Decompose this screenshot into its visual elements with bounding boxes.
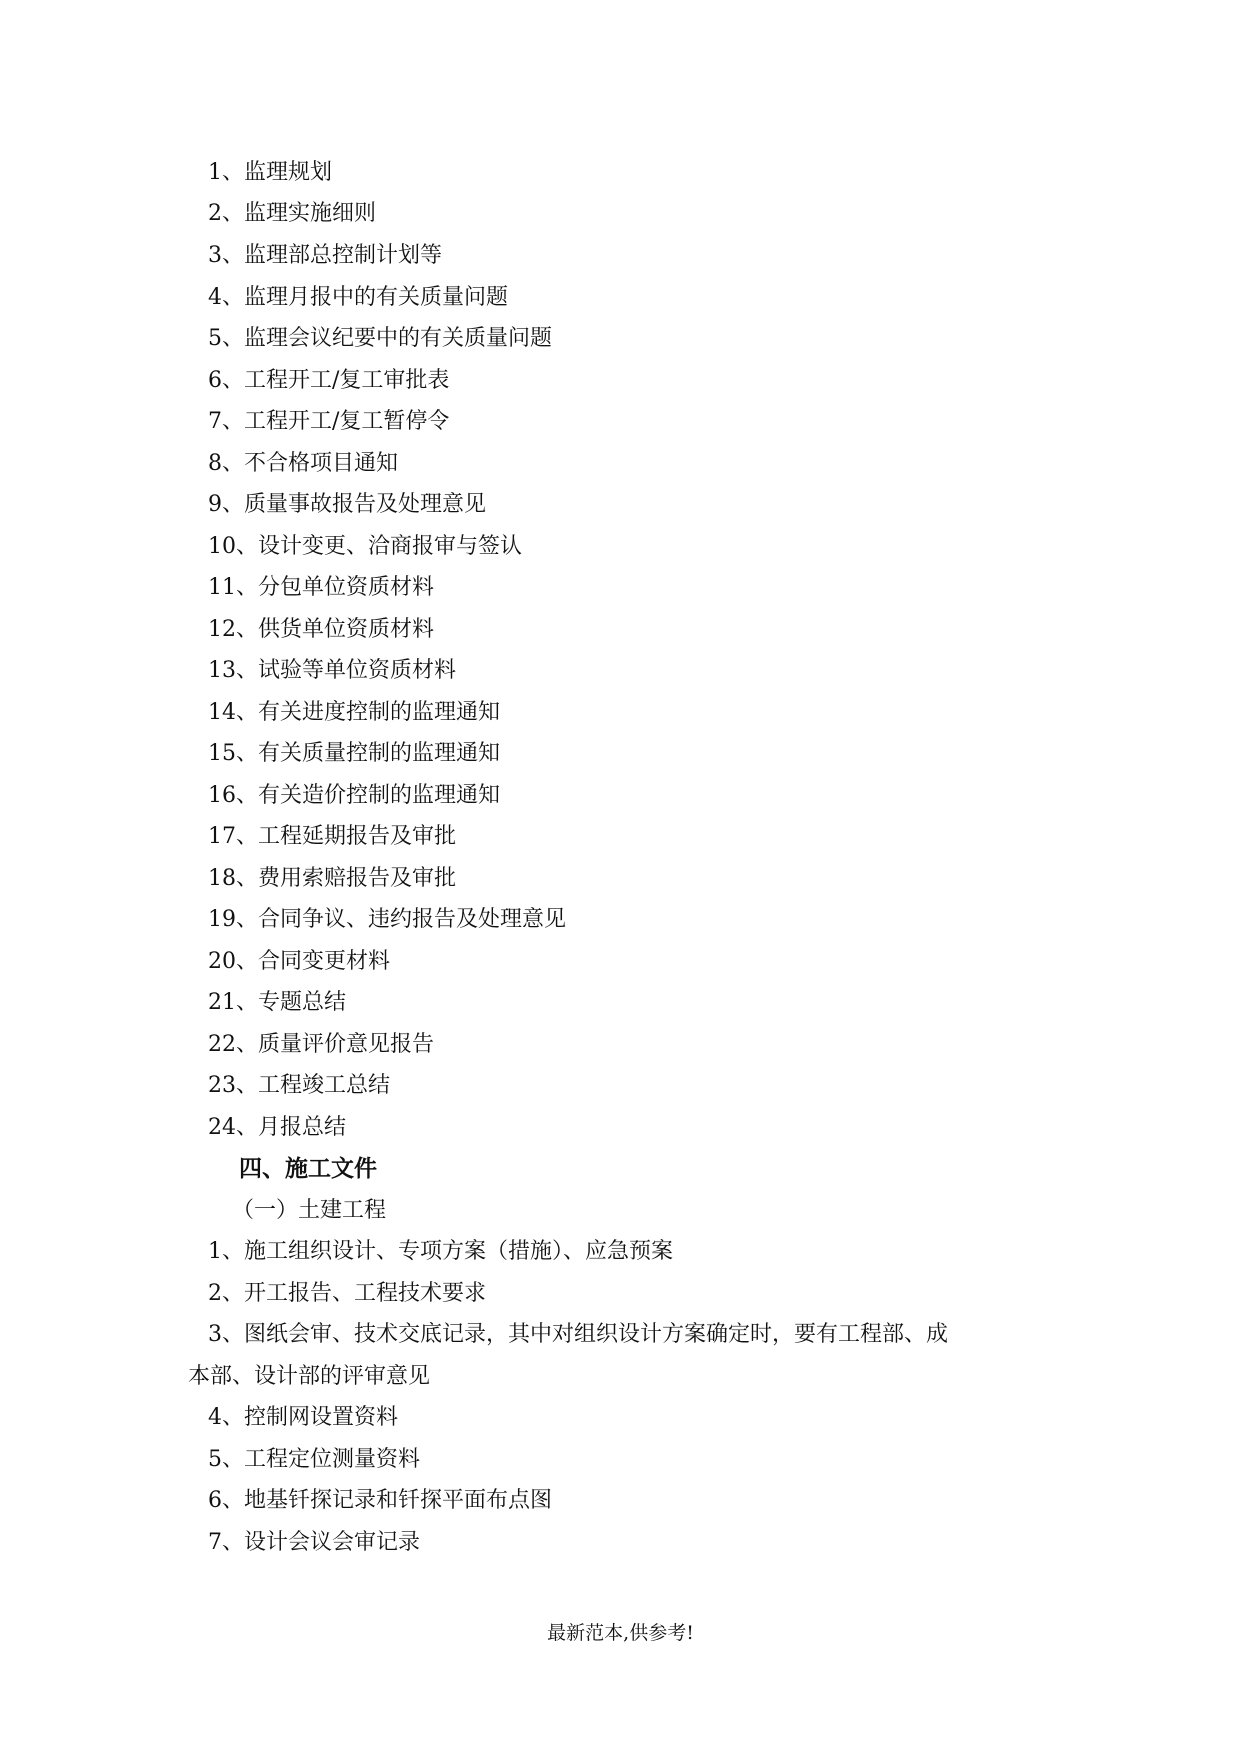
list-item: 2、监理实施细则 (208, 201, 376, 226)
list-item: 17、工程延期报告及审批 (208, 824, 456, 849)
list-item: 1、施工组织设计、专项方案（措施）、应急预案 (208, 1239, 673, 1264)
list-item: 21、专题总结 (208, 990, 346, 1015)
list-item: 4、监理月报中的有关质量问题 (208, 285, 508, 310)
list-item: 13、试验等单位资质材料 (208, 658, 456, 683)
list-item: 18、费用索赔报告及审批 (208, 866, 456, 891)
list-item: 15、有关质量控制的监理通知 (208, 741, 500, 766)
section-heading: 四、施工文件 (239, 1155, 377, 1182)
list-item: 8、不合格项目通知 (208, 451, 398, 476)
list-item: 7、工程开工/复工暂停令 (208, 409, 450, 434)
list-item: 9、质量事故报告及处理意见 (208, 492, 486, 517)
list-item: 16、有关造价控制的监理通知 (208, 783, 500, 808)
list-item: 3、监理部总控制计划等 (208, 243, 442, 268)
list-item: 5、工程定位测量资料 (208, 1447, 420, 1472)
list-item: 11、分包单位资质材料 (208, 575, 434, 600)
list-item: 20、合同变更材料 (208, 949, 390, 974)
list-item: 5、监理会议纪要中的有关质量问题 (208, 326, 552, 351)
page-footer: 最新范本,供参考! (547, 1622, 694, 1644)
list-item-continuation: 本部、设计部的评审意见 (188, 1364, 431, 1389)
list-item: 10、设计变更、洽商报审与签认 (208, 534, 522, 559)
list-item: 6、工程开工/复工审批表 (208, 368, 450, 393)
list-item: 14、有关进度控制的监理通知 (208, 700, 500, 725)
list-item: 4、控制网设置资料 (208, 1405, 398, 1430)
list-item: 6、地基钎探记录和钎探平面布点图 (208, 1488, 552, 1513)
list-item: 3、图纸会审、技术交底记录，其中对组织设计方案确定时，要有工程部、成 (208, 1322, 948, 1347)
list-item: 19、合同争议、违约报告及处理意见 (208, 907, 566, 932)
list-item: 24、月报总结 (208, 1115, 346, 1140)
list-item: 23、工程竣工总结 (208, 1073, 390, 1098)
list-item: 1、监理规划 (208, 160, 332, 185)
list-item: 22、质量评价意见报告 (208, 1032, 434, 1057)
list-item: 12、供货单位资质材料 (208, 617, 434, 642)
list-item: 2、开工报告、工程技术要求 (208, 1281, 486, 1306)
list-item: 7、设计会议会审记录 (208, 1530, 420, 1555)
subsection-heading: （一）土建工程 (232, 1198, 387, 1223)
